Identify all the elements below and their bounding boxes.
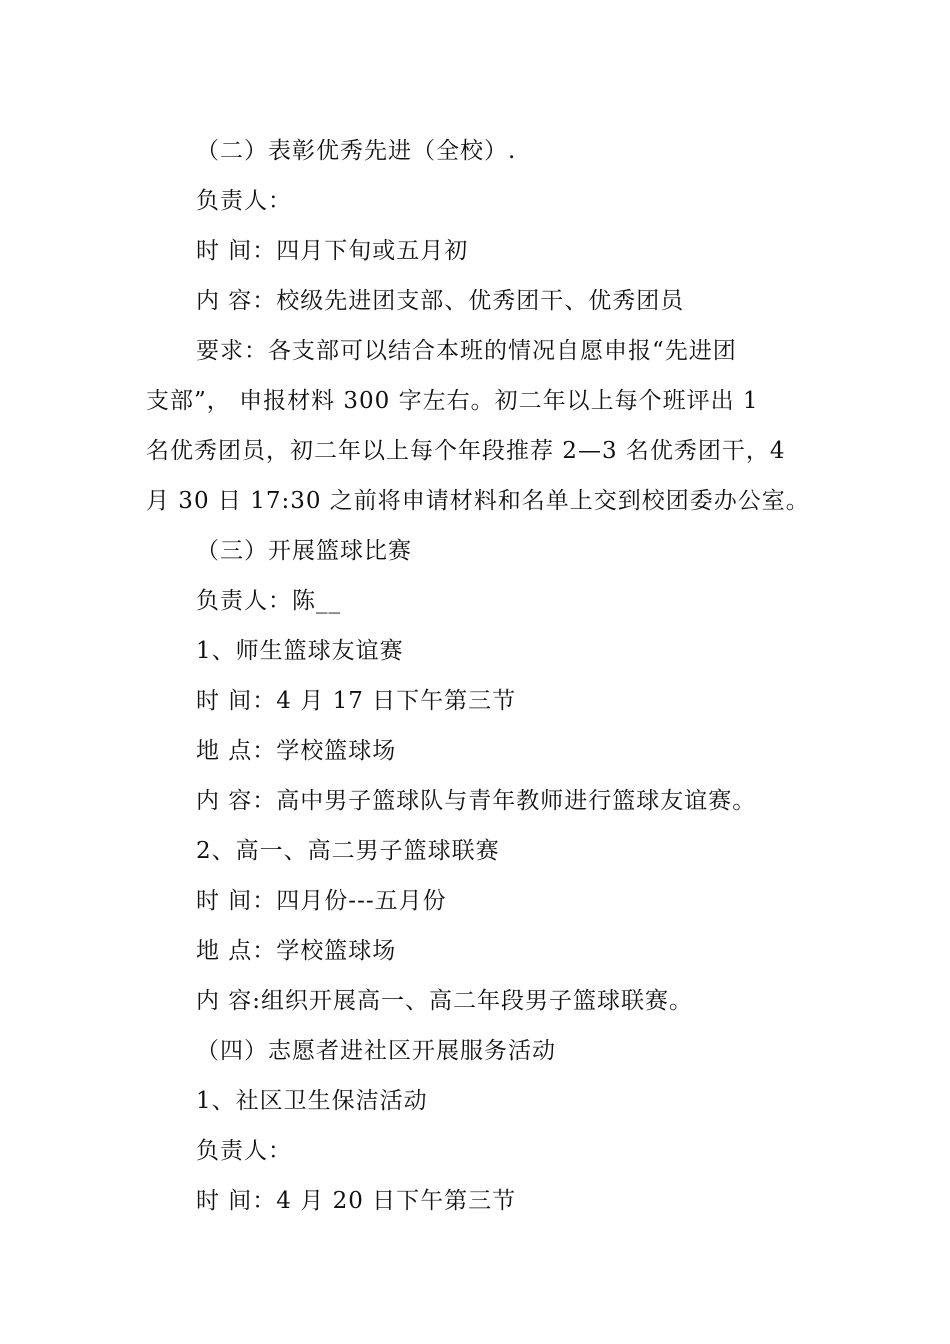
requirement-line: 要求：各支部可以结合本班的情况自愿申报“先进团 (196, 338, 737, 364)
content-line: 内 容：高中男子篮球队与青年教师进行篮球友谊赛。 (196, 788, 757, 814)
subsection-heading: 1、师生篮球友谊赛 (196, 638, 404, 664)
section-heading-3: （三）开展篮球比赛 (196, 538, 412, 564)
content-line: 内 容：校级先进团支部、优秀团干、优秀团员 (196, 288, 685, 314)
requirement-continuation-2: 名优秀团员，初二年以上每个年段推荐 2—3 名优秀团干，4 (146, 438, 786, 464)
location-line: 地 点：学校篮球场 (196, 738, 397, 764)
time-line: 时 间：四月份---五月份 (196, 888, 447, 914)
subsection-heading: 1、社区卫生保洁活动 (196, 1088, 428, 1114)
location-line: 地 点：学校篮球场 (196, 938, 397, 964)
time-line: 时 间：4 月 20 日下午第三节 (196, 1188, 517, 1214)
section-heading-4: （四）志愿者进社区开展服务活动 (196, 1038, 556, 1064)
requirement-continuation-1: 支部”， 申报材料 300 字左右。初二年以上每个班评出 1 (146, 388, 759, 414)
section-heading-2: （二）表彰优秀先进（全校）. (196, 138, 517, 164)
responsible-person-line: 负责人： (196, 1138, 292, 1164)
requirement-continuation-3: 月 30 日 17:30 之前将申请材料和名单上交到校团委办公室。 (146, 488, 810, 514)
time-line: 时 间：4 月 17 日下午第三节 (196, 688, 517, 714)
responsible-person-line: 负责人： (196, 188, 292, 214)
content-line: 内 容:组织开展高一、高二年段男子篮球联赛。 (196, 988, 694, 1014)
responsible-person-line: 负责人：陈__ (196, 588, 341, 614)
time-line: 时 间：四月下旬或五月初 (196, 238, 469, 264)
subsection-heading: 2、高一、高二男子篮球联赛 (196, 838, 500, 864)
